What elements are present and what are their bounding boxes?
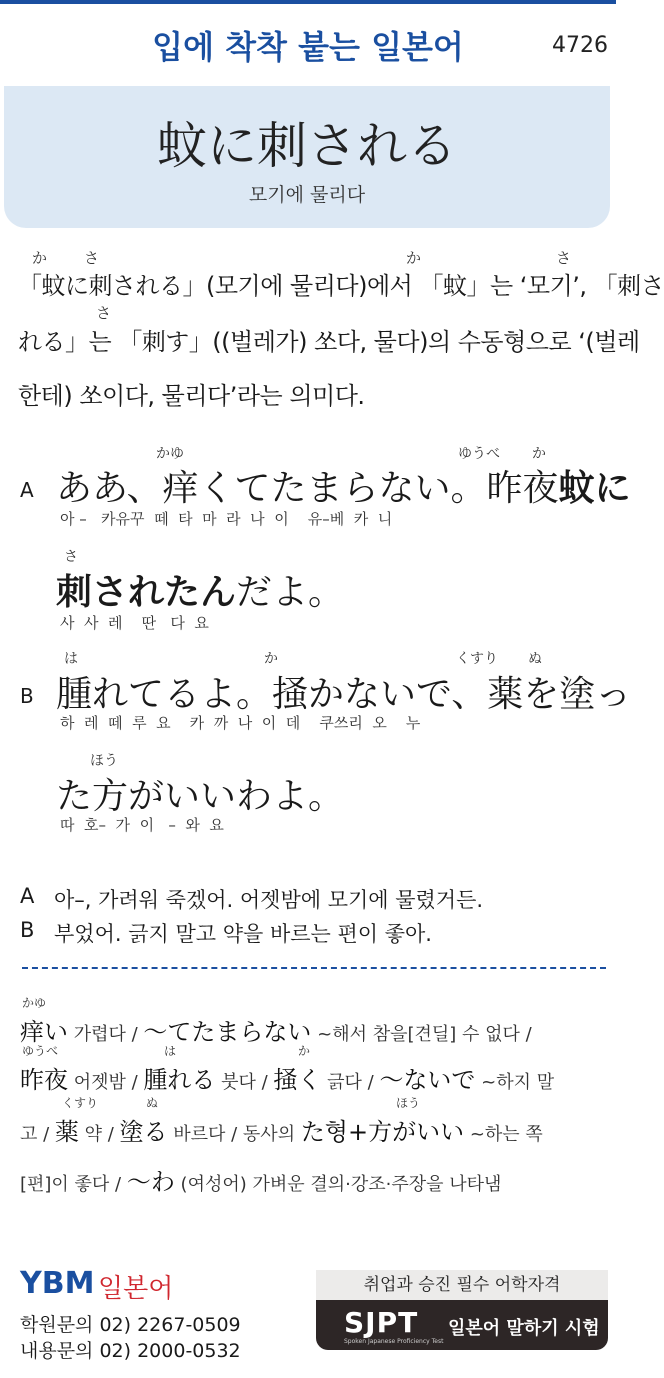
furigana: ぬ	[146, 1096, 159, 1110]
sjpt-logo: SJPT	[344, 1306, 419, 1339]
ruby: さ	[556, 249, 572, 267]
dialogue-b-line1: 腫れてるよ。掻かないで、薬を塗っ	[56, 674, 632, 715]
reading-a-line1: 아 – 카유꾸 떼 타 마 라 나 이 유–베 카 니	[60, 510, 393, 528]
furigana: ほう	[396, 1096, 421, 1110]
furigana: かゆ	[22, 996, 47, 1010]
series-title: 입에 착착 붙는 일본어	[152, 28, 464, 66]
contact-content: 내용문의 02) 2000-0532	[20, 1340, 241, 1362]
expression-meaning: 모기에 물리다	[248, 184, 366, 206]
title-box	[4, 86, 610, 228]
ybm-logo: YBM	[20, 1266, 95, 1301]
sjpt-banner[interactable]	[316, 1270, 608, 1350]
sjpt-subtitle: Spoken Japanese Proficiency Test	[344, 1338, 444, 1345]
translation-a: 아–, 가려워 죽겠어. 어젯밤에 모기에 물렸거든.	[54, 888, 484, 912]
explanation-line: れる」는 「刺す」((벌레가) 쏘다, 물다)의 수동형으로 ‘(벌레	[18, 328, 640, 356]
furigana: ゆうべ	[458, 446, 500, 462]
translation-a-label: A	[20, 884, 35, 908]
dialogue-a-line1	[56, 460, 631, 511]
ruby: か	[32, 249, 48, 267]
expression-title: 蚊に刺される	[157, 117, 457, 175]
furigana: は	[164, 1044, 177, 1058]
sjpt-name: 일본어 말하기 시험	[448, 1318, 600, 1339]
dialogue-a-line2	[56, 564, 344, 615]
furigana: さ	[64, 549, 78, 565]
furigana: は	[64, 651, 78, 667]
dialogue-a-highlight: 刺されたん	[56, 572, 237, 613]
dialogue-a-text: ああ、痒くてたまらない。昨夜	[56, 468, 559, 509]
furigana: か	[532, 446, 546, 462]
vocab-line: 痒い 가렵다 / 〜てたまらない ~해서 참을[견딜] 수 없다 /	[20, 1018, 532, 1046]
vocab-line: [편]이 좋다 / 〜わ (여성어) 가벼운 결의·강조·주장을 나타냄	[20, 1168, 502, 1196]
issue-number: 4726	[552, 33, 608, 58]
dialogue-a-highlight: 蚊に	[558, 468, 631, 509]
reading-b-line1: 하 레 떼 루 요 카 까 나 이 데 쿠쓰리 오 누	[60, 714, 421, 732]
sjpt-tagline: 취업과 승진 필수 어학자격	[316, 1270, 608, 1300]
vocab-line: 고 / 薬 약 / 塗る 바르다 / 동사의 た형+方がいい ~하는 쪽	[20, 1118, 543, 1146]
furigana: かゆ	[156, 446, 184, 462]
vocab-line: 昨夜 어젯밤 / 腫れる 붓다 / 掻く 긁다 / 〜ないで ~하지 말	[20, 1066, 555, 1094]
reading-b-line2: 따 호– 가 이 – 와 요	[60, 816, 224, 834]
ruby: さ	[84, 249, 100, 267]
top-rule	[0, 0, 616, 4]
reading-a-line2: 사 사 레 딴 다 요	[60, 614, 209, 632]
furigana: くすり	[62, 1096, 99, 1110]
ruby: か	[406, 249, 422, 267]
explanation-line: 「蚊に刺される」(모기에 물리다)에서 「蚊」는 ‘모기’, 「刺さ	[18, 272, 664, 300]
furigana: か	[264, 651, 278, 667]
dialogue-b-line2: た方がいいわよ。	[56, 776, 345, 817]
contact-academy: 학원문의 02) 2267-0509	[20, 1314, 241, 1336]
furigana: ほう	[90, 753, 118, 769]
explanation-line: 한테) 쏘이다, 물리다’라는 의미다.	[18, 382, 365, 410]
translation-b-label: B	[20, 918, 35, 942]
furigana: くすり	[456, 651, 498, 667]
ybm-logo-text: 일본어	[98, 1274, 174, 1304]
furigana: か	[298, 1044, 311, 1058]
furigana: ぬ	[528, 651, 542, 667]
speaker-b-label: B	[20, 684, 34, 708]
translation-b: 부었어. 긁지 말고 약을 바르는 편이 좋아.	[54, 922, 432, 946]
dialogue-a-text: だよ。	[236, 572, 345, 613]
furigana: ゆうべ	[22, 1044, 59, 1058]
ruby: さ	[96, 304, 112, 322]
section-divider	[22, 967, 606, 969]
speaker-a-label: A	[20, 478, 34, 502]
